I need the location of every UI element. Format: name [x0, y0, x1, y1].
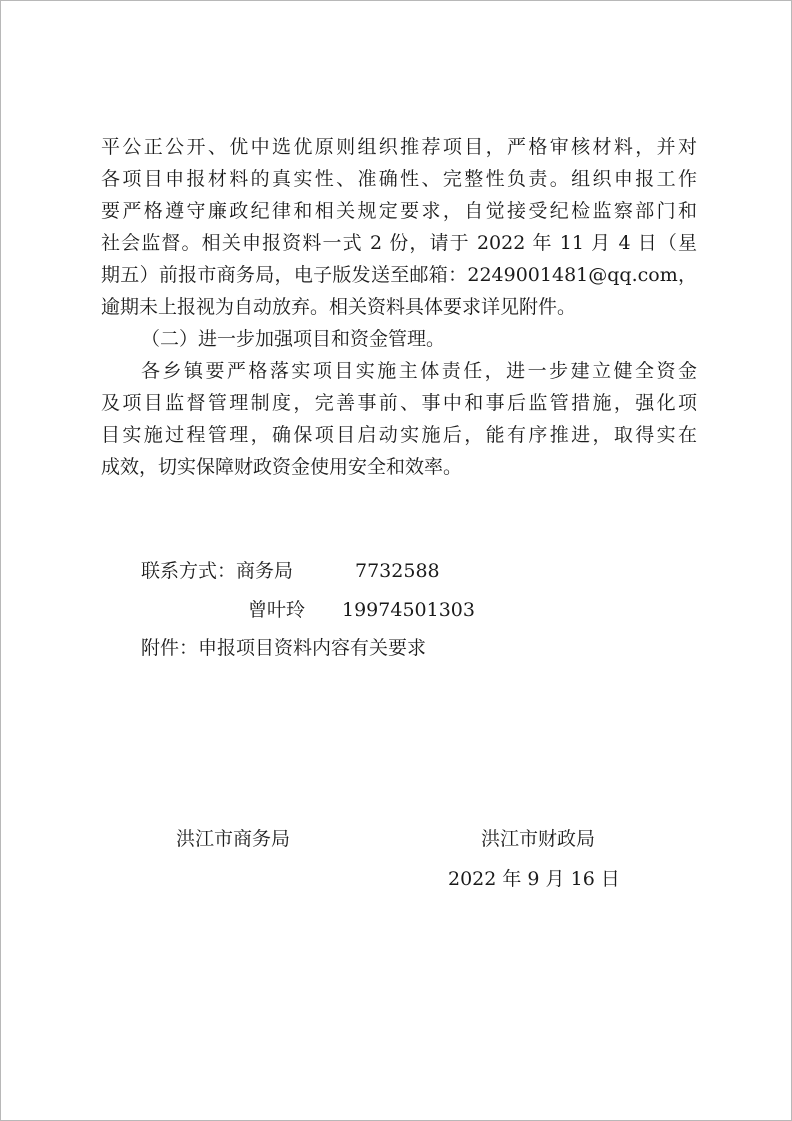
text-line: 成效，切实保障财政资金使用安全和效率。: [101, 456, 463, 478]
text-line: 各乡镇要严格落实项目实施主体责任，进一步建立健全资金: [141, 360, 697, 382]
text-line: 期五）前报市商务局，电子版发送至邮箱：2249001481@qq.com，: [101, 264, 697, 286]
signature-finance-bureau: 洪江市财政局: [481, 828, 596, 850]
contact-phone-office: 7732588: [355, 560, 440, 582]
text-line: 社会监督。相关申报资料一式 2 份，请于 2022 年 11 月 4 日（星: [101, 232, 697, 254]
text-line: 各项目申报材料的真实性、准确性、完整性负责。组织申报工作: [101, 168, 697, 190]
paragraph-procedure: [101, 131, 697, 323]
paragraph-management: [101, 355, 697, 483]
document-body: [101, 131, 697, 483]
contact-label: 联系方式：商务局: [141, 560, 294, 582]
section-heading: （二）进一步加强项目和资金管理。: [141, 328, 446, 350]
text-line: 要严格遵守廉政纪律和相关规定要求，自觉接受纪检监察部门和: [101, 200, 697, 222]
contact-person: 曾叶玲: [248, 599, 306, 621]
contact-phone-mobile: 19974501303: [342, 599, 475, 621]
text-line: 平公正公开、优中选优原则组织推荐项目，严格审核材料，并对: [101, 136, 697, 158]
attachment-note: 附件：申报项目资料内容有关要求: [141, 637, 427, 659]
signature-commerce-bureau: 洪江市商务局: [176, 828, 291, 850]
signature-date: 2022 年 9 月 16 日: [448, 868, 620, 890]
text-line: 逾期未上报视为自动放弃。相关资料具体要求详见附件。: [101, 296, 577, 318]
text-line: 及项目监督管理制度，完善事前、事中和事后监管措施，强化项: [101, 392, 697, 414]
text-line: 目实施过程管理，确保项目启动实施后，能有序推进，取得实在: [101, 424, 697, 446]
